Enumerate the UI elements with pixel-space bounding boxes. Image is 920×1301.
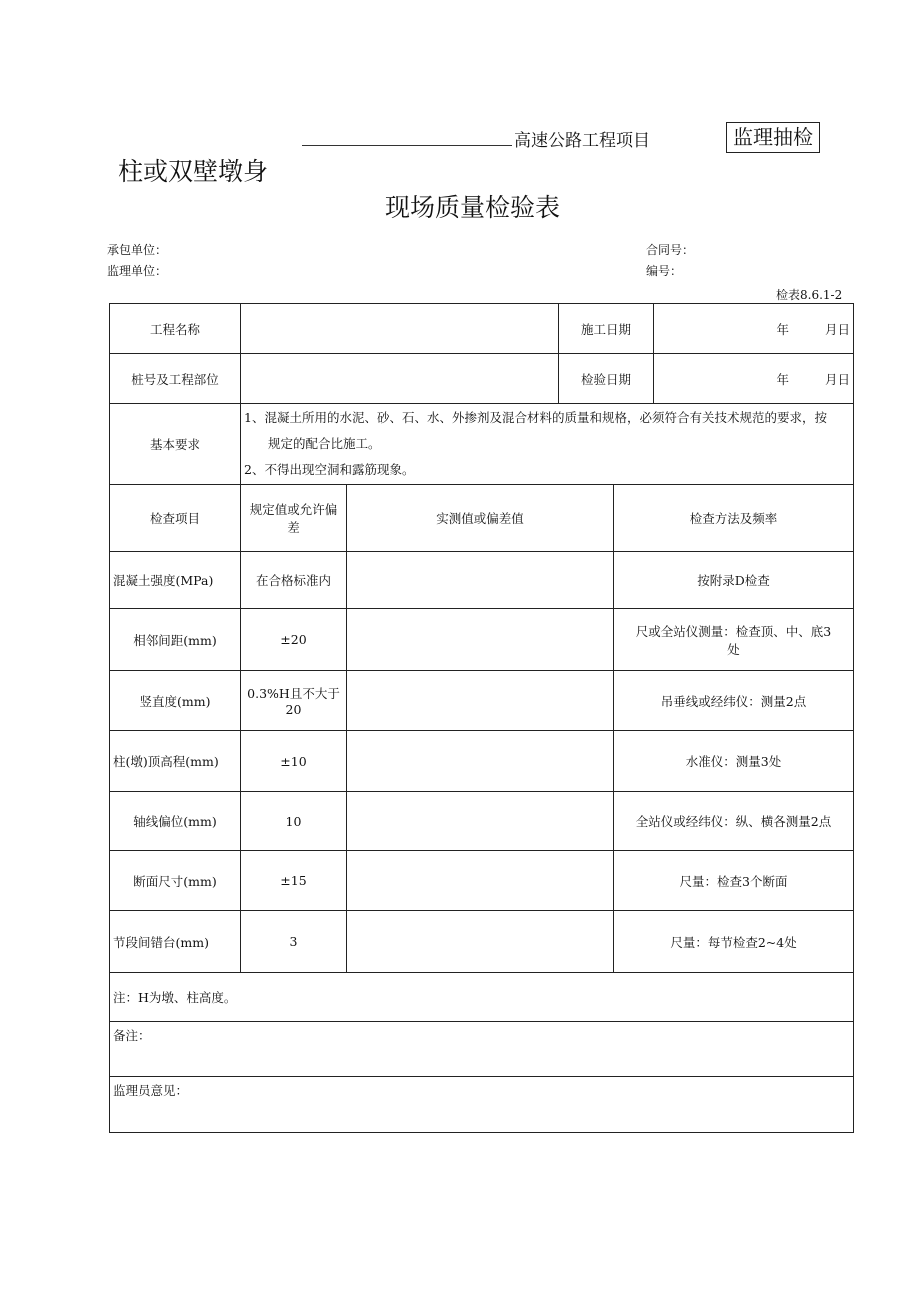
supervision-stamp: 监理抽检: [726, 122, 820, 153]
construction-date-label: 施工日期: [559, 304, 654, 354]
table-row: [110, 792, 854, 851]
item-cell: 断面尺寸(mm): [110, 851, 241, 911]
inspection-table: [109, 303, 854, 1133]
inspection-date-cell[interactable]: [654, 354, 854, 404]
method-cell: 尺量：检查3个断面: [614, 851, 854, 911]
measured-cell[interactable]: [347, 552, 614, 609]
measured-cell[interactable]: [347, 671, 614, 731]
method-cell: 尺量：每节检查2~4处: [614, 911, 854, 973]
supervisor-label: 监理单位：: [107, 264, 168, 278]
table-row: [110, 851, 854, 911]
method-cell: [614, 609, 854, 671]
form-code: 检表8.6.1-2: [776, 288, 843, 302]
item-cell: 竖直度(mm): [110, 671, 241, 731]
month-day-label: 月日: [825, 371, 851, 387]
year-label: 年: [776, 321, 790, 337]
table-row: [110, 552, 854, 609]
col-header-spec-line2: 差: [287, 520, 300, 535]
basic-requirements-label: 基本要求: [110, 404, 241, 485]
method-text-cont: 处: [727, 641, 740, 657]
measured-cell[interactable]: [347, 609, 614, 671]
form-title-line2: 现场质量检验表: [385, 193, 561, 222]
remarks-row: [110, 1022, 854, 1077]
opinion-label: 监理员意见：: [113, 1083, 189, 1098]
table-row: [110, 731, 854, 792]
year-label: 年: [776, 371, 790, 387]
item-cell: 相邻间距(mm): [110, 609, 241, 671]
requirement-1: 1、混凝土所用的水泥、砂、石、水、外掺剂及混合材料的质量和规格，必须符合有关技术规范的要求，按: [244, 410, 827, 425]
opinion-cell[interactable]: [110, 1077, 854, 1133]
project-name-cell[interactable]: [241, 304, 559, 354]
spec-cell: ±20: [241, 609, 347, 671]
spec-text: 0.3%H且不大于: [247, 686, 340, 701]
table-row: [110, 911, 854, 973]
spec-cell: 3: [241, 911, 347, 973]
item-cell: 节段间错台(mm): [110, 911, 241, 973]
spec-cell: 在合格标准内: [241, 552, 347, 609]
method-cell: 吊垂线或经纬仪：测量2点: [614, 671, 854, 731]
measured-cell[interactable]: [347, 911, 614, 973]
remarks-cell[interactable]: [110, 1022, 854, 1077]
measured-cell[interactable]: [347, 851, 614, 911]
station-label: 桩号及工程部位: [110, 354, 241, 404]
remarks-label: 备注：: [113, 1028, 151, 1043]
spec-cell: ±15: [241, 851, 347, 911]
inspection-date-label: 检验日期: [559, 354, 654, 404]
table-row: [110, 609, 854, 671]
form-title-line1: 柱或双壁墩身: [118, 157, 269, 186]
col-header-spec: [241, 485, 347, 552]
project-name-blank[interactable]: [302, 145, 512, 146]
col-header-measured: 实测值或偏差值: [347, 485, 614, 552]
requirement-2: 2、不得出现空洞和露筋现象。: [244, 462, 415, 477]
construction-date-cell[interactable]: [654, 304, 854, 354]
measured-cell[interactable]: [347, 792, 614, 851]
col-header-method: 检查方法及频率: [614, 485, 854, 552]
spec-cell: 10: [241, 792, 347, 851]
station-row: [110, 354, 854, 404]
basic-requirements-text: [241, 404, 854, 485]
column-header-row: [110, 485, 854, 552]
item-cell: 柱(墩)顶高程(mm): [110, 731, 241, 792]
item-cell: 轴线偏位(mm): [110, 792, 241, 851]
method-cell: 水准仪：测量3处: [614, 731, 854, 792]
contractor-label: 承包单位：: [107, 243, 168, 257]
month-day-label: 月日: [825, 321, 851, 337]
method-text: 尺或全站仪测量：检查顶、中、底3: [635, 623, 832, 639]
table-row: [110, 671, 854, 731]
col-header-item: 检查项目: [110, 485, 241, 552]
requirement-1-cont: 规定的配合比施工。: [268, 436, 381, 451]
basic-requirements-row: [110, 404, 854, 485]
method-cell: 按附录D检查: [614, 552, 854, 609]
measured-cell[interactable]: [347, 731, 614, 792]
contract-no-label: 合同号：: [646, 243, 695, 257]
project-name-row: [110, 304, 854, 354]
project-suffix: 高速公路工程项目: [514, 131, 650, 151]
spec-cell: [241, 671, 347, 731]
note-row: [110, 973, 854, 1022]
serial-no-label: 编号：: [646, 264, 683, 278]
station-cell[interactable]: [241, 354, 559, 404]
spec-text-cont: 20: [285, 702, 302, 717]
opinion-row: [110, 1077, 854, 1133]
project-name-label: 工程名称: [110, 304, 241, 354]
method-cell: 全站仪或经纬仪：纵、横各测量2点: [614, 792, 854, 851]
note-text: 注：H为墩、柱高度。: [110, 973, 854, 1022]
spec-cell: ±10: [241, 731, 347, 792]
item-cell: 混凝土强度(MPa): [110, 552, 241, 609]
col-header-spec-line1: 规定值或允许偏: [249, 502, 338, 517]
